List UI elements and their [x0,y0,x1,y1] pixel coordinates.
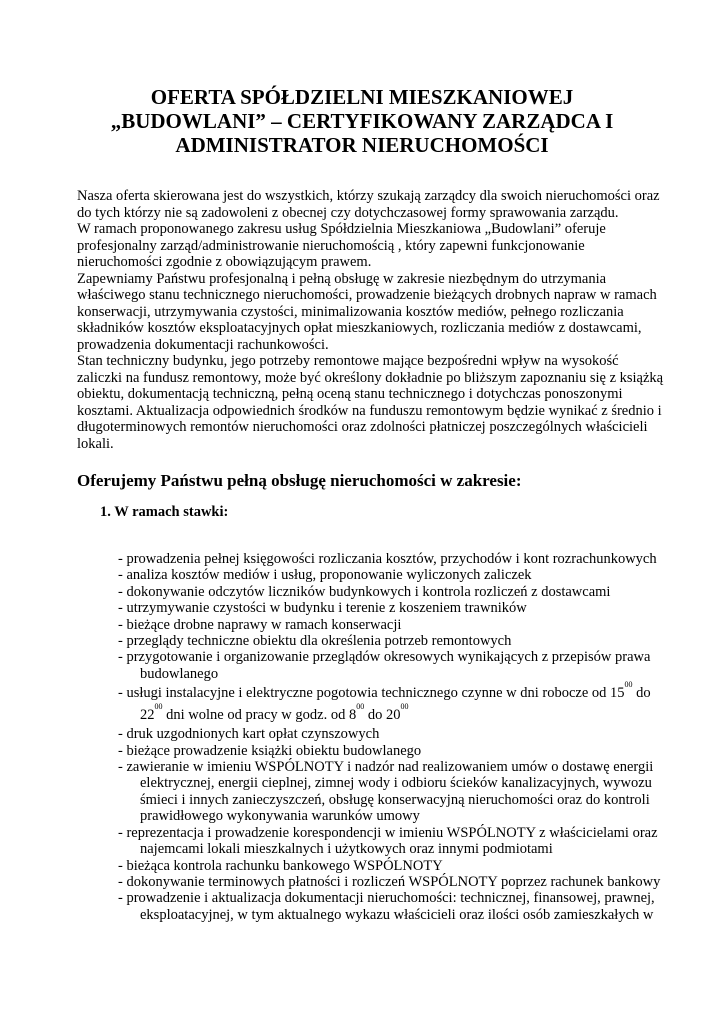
title-line-2: „BUDOWLANI” – CERTYFIKOWANY ZARZĄDCA I [110,109,614,133]
intro-line: składników kosztów eksploatacyjnych opłat mieszkaniowych, rozliczania mediów z dostawcami, [77,320,642,336]
offer-subheading: Oferujemy Państwu pełną obsługę nieruchomości w zakresie: [77,471,522,490]
service-hours-text: do [632,685,651,702]
list-item: - druk uzgodnionych kart opłat czynszowych [118,726,380,743]
list-item-service-hours [118,682,708,704]
intro-line: nieruchomości zgodnie z obowiązującym prawem. [77,254,372,270]
intro-line: konserwacji, utrzymywania czystości, minimalizowania kosztów mediów, pełnego rozliczania [77,303,624,320]
list-item-continuation: prawidłowego wykonywania warunków umowy [140,808,420,825]
service-hours-text: 22 [140,707,155,724]
list-item-continuation: eksploatacyjnej, w tym aktualnego wykazu właścicieli oraz ilości osób zamieszkałych w [140,906,654,923]
list-item: - reprezentacja i prowadzenie korespondencji w imieniu WSPÓLNOTY z właścicielami oraz [118,824,658,841]
intro-line: Stan techniczny budynku, jego potrzeby remontowe mające bezpośredni wpływ na wysokość [77,353,619,369]
service-hours-text: - usługi instalacyjne i elektryczne pogotowia technicznego czynne w dni robocze od 15 [118,685,625,702]
intro-line: kosztami. Aktualizacja odpowiednich środków na funduszu remontowym będzie wynikać z średnio i [77,402,662,419]
intro-line: W ramach proponowanego zakresu usług Spółdzielnia Mieszkaniowa „Budowlani” oferuje [77,221,606,237]
intro-line: zaliczki na fundusz remontowy, może być określony dokładnie po bliższym zapoznaniu się z książką [77,369,664,386]
service-hours-text: do 20 [364,707,401,724]
list-item-continuation: budowlanego [140,665,219,682]
intro-line: profesjonalny zarząd/administrowanie nieruchomością , który zapewni funkcjonowanie [77,237,585,254]
list-item: - dokonywanie terminowych płatności i rozliczeń WSPÓLNOTY poprzez rachunek bankowy [118,873,661,890]
list-item: - zawieranie w imieniu WSPÓLNOTY i nadzór nad realizowaniem umów o dostawę energii [118,759,654,776]
list-item-continuation: elektrycznej, energii cieplnej, zimnej wody i odbioru ścieków kanalizacyjnych, wywozu [140,775,652,792]
superscript: 00 [624,680,633,690]
list-item: - bieżąca kontrola rachunku bankowego WSPÓLNOTY [118,857,443,874]
intro-line: Zapewniamy Państwu profesjonalną i pełną obsługę w zakresie niezbędnym do utrzymania [77,270,607,287]
list-item: - prowadzenie i aktualizacja dokumentacji nieruchomości: technicznej, finansowej, prawnej, [118,890,655,907]
list-item-continuation: najemcami lokali mieszkalnych i użytkowych oraz innymi podmiotami [140,841,553,858]
superscript: 00 [356,702,365,712]
title-line-3: ADMINISTRATOR NIERUCHOMOŚCI [175,133,549,157]
list-item: - przygotowanie i organizowanie przeglądów okresowych wynikających z przepisów prawa [118,649,651,666]
intro-line: właściwego stanu technicznego nieruchomości, prowadzenie bieżących drobnych napraw w ramach [77,287,657,303]
intro-line: prowadzenia dokumentacji rachunkowości. [77,336,329,353]
list-item: - bieżące drobne naprawy w ramach konserwacji [118,616,402,633]
list-item: - dokonywanie odczytów liczników budynkowych i kontrola rozliczeń z dostawcami [118,583,611,600]
title-line-1: OFERTA SPÓŁDZIELNI MIESZKANIOWEJ [150,85,574,109]
superscript: 00 [154,702,163,712]
list-item: - przeglądy techniczne obiektu dla określenia potrzeb remontowych [118,633,512,650]
intro-line: do tych którzy nie są zadowoleni z obecnej czy dotychczasowej formy sprawowania zarządu. [77,204,619,221]
superscript: 00 [400,702,409,712]
list-item: - bieżące prowadzenie książki obiektu budowlanego [118,742,422,759]
section-1-heading: 1. W ramach stawki: [100,504,229,520]
intro-line: długoterminowych remontów nieruchomości oraz zdolności płatniczej poszczególnych właścicieli [77,419,648,435]
list-item-continuation [118,704,708,726]
document-title [60,85,664,157]
list-item-continuation: śmieci i innych zanieczyszczeń, obsługę konserwacyjną nieruchomości oraz do kontroli [140,791,650,808]
list-item: - prowadzenia pełnej księgowości rozliczania kosztów, przychodów i kont rozrachunkowych [118,551,657,567]
list-item: - analiza kosztów mediów i usług, proponowanie wyliczonych zaliczek [118,567,532,584]
intro-line: Nasza oferta skierowana jest do wszystkich, którzy szukają zarządcy dla swoich nieruchomości oraz [77,188,660,204]
intro-line: lokali. [77,435,114,452]
intro-paragraphs [77,188,677,452]
service-hours-text: dni wolne od pracy w godz. od 8 [162,707,357,724]
list-item: - utrzymywanie czystości w budynku i terenie z koszeniem trawników [118,600,527,617]
intro-line: obiektu, dokumentacją techniczną, pełną oceną stanu technicznego i dotychczas ponoszonymi [77,386,623,402]
services-list [118,551,708,923]
